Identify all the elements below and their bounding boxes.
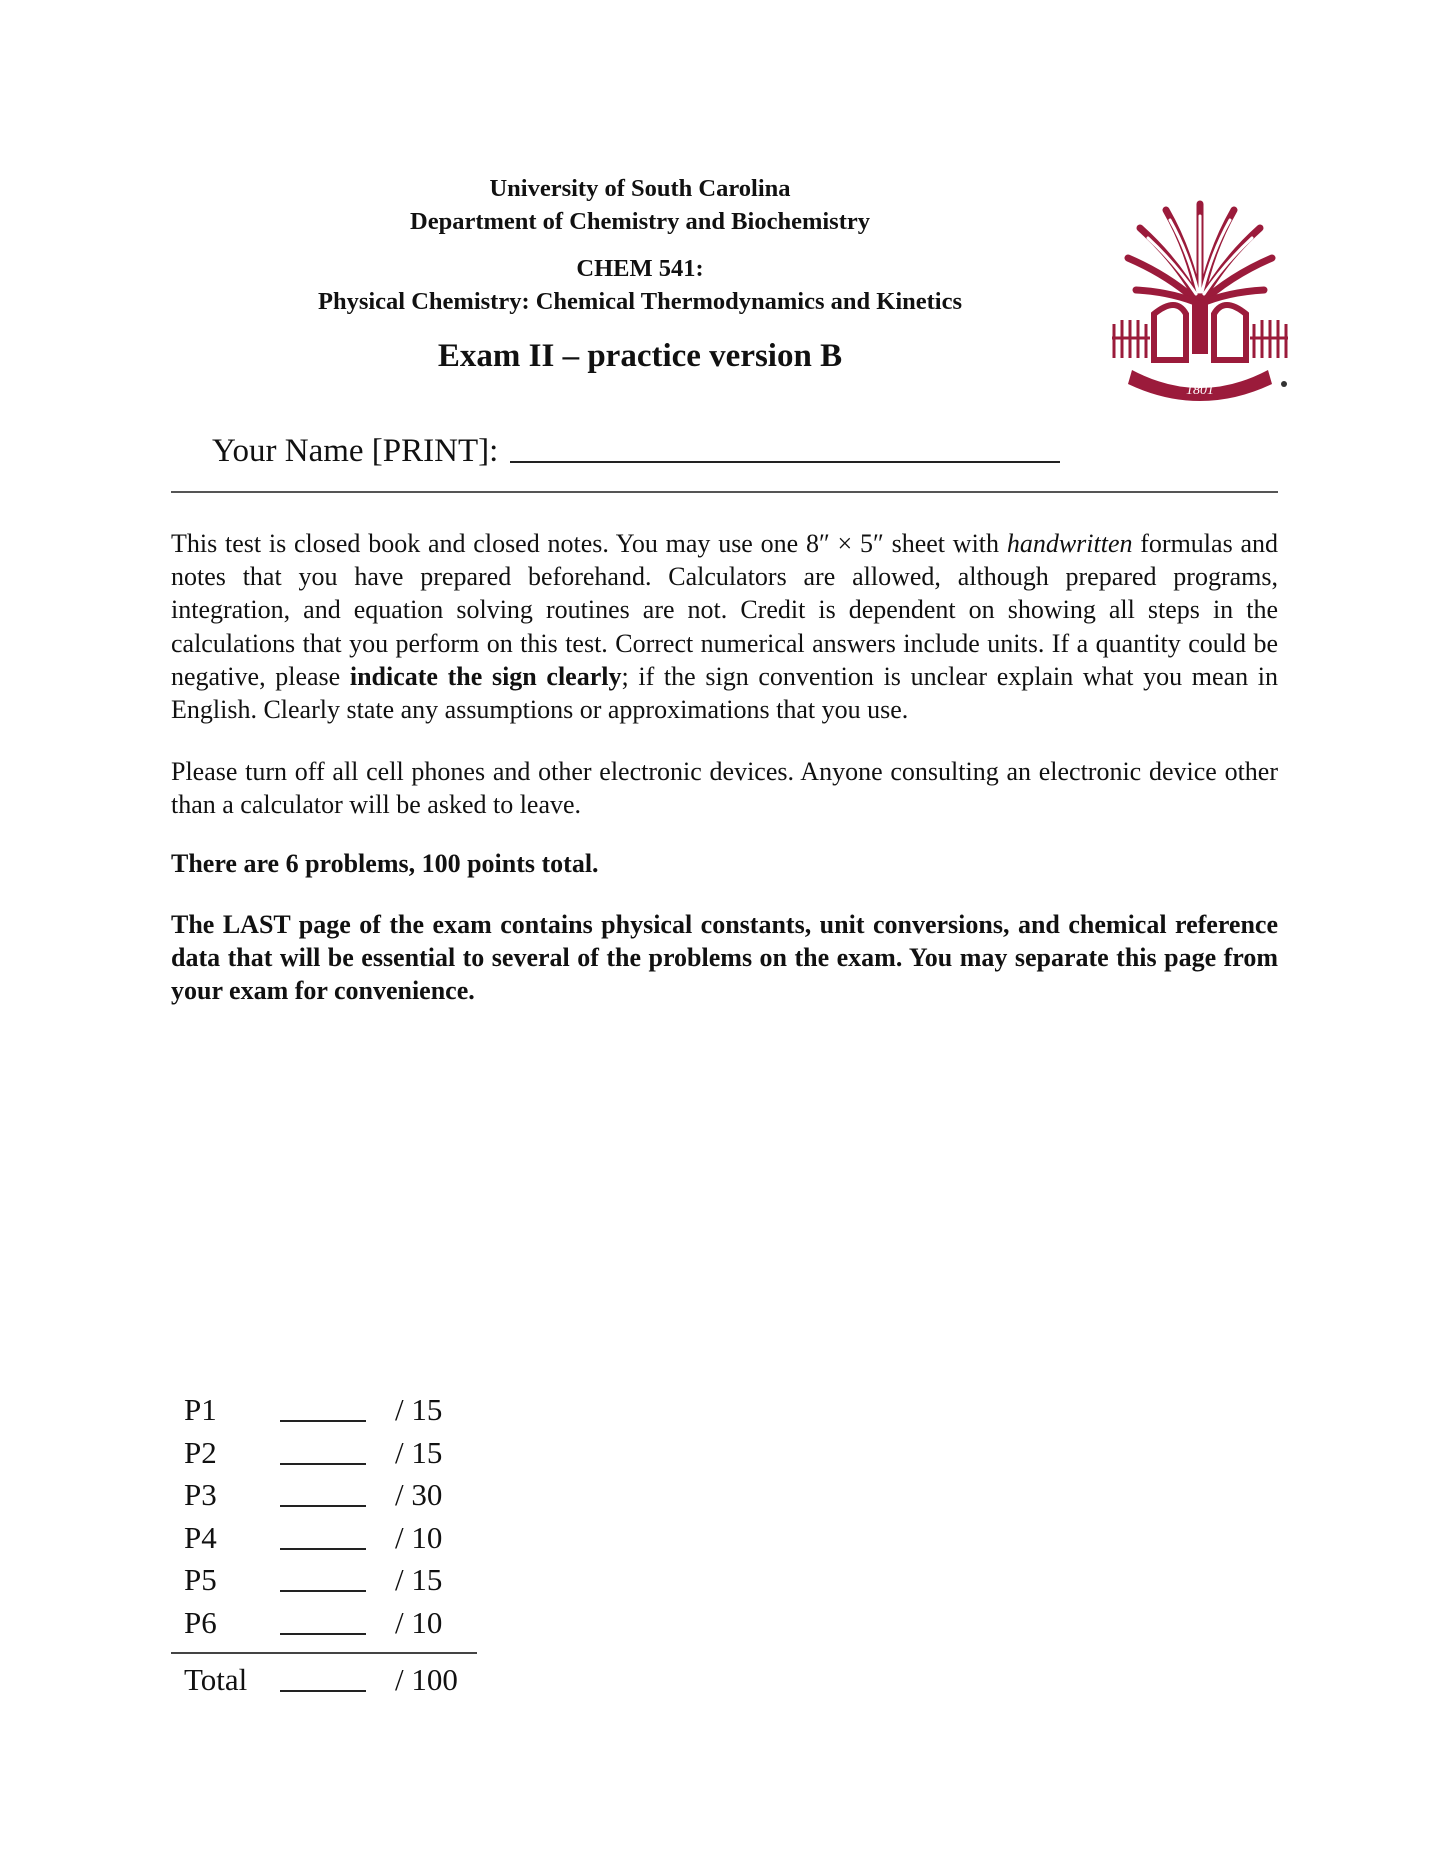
- university-palmetto-seal-icon: [1110, 192, 1290, 402]
- header-divider: [171, 491, 1278, 493]
- problem-label: P2: [184, 1434, 217, 1470]
- university-name: University of South Carolina: [489, 175, 791, 202]
- total-divider: [171, 1652, 477, 1654]
- score-row: [184, 1433, 484, 1476]
- total-score-blank[interactable]: [280, 1690, 366, 1692]
- score-row: [184, 1390, 484, 1433]
- score-blank[interactable]: [280, 1590, 366, 1592]
- max-points: / 15: [395, 1434, 443, 1470]
- exam-rules-paragraph: This test is closed book and closed notes. You may use one 8″ × 5″ sheet with handwritten formulas and notes that you have prepared beforehand. Calculators are allowed, although prepared programs, integration, and equation solving routines are not. Credit is dependent on showing all steps in the calculations that you perform on this test. Correct numerical answers include units. If a quantity could be negative, please indicate the sign clearly; if the sign convention is unclear explain what you mean in English. Clearly state any assumptions or approximations that you use.: [171, 529, 1279, 725]
- score-blank[interactable]: [280, 1548, 366, 1550]
- max-points: / 15: [395, 1392, 443, 1427]
- problem-label: P6: [184, 1604, 217, 1640]
- max-points: / 10: [395, 1604, 443, 1640]
- devices-paragraph: Please turn off all cell phones and other electronic devices. Anyone consulting an electronic device other than a calculator will be asked to leave.: [171, 757, 1278, 820]
- score-blank[interactable]: [280, 1633, 366, 1635]
- total-max-points: / 100: [395, 1662, 458, 1697]
- course-code: CHEM 541:: [576, 255, 704, 282]
- problems-summary: There are 6 problems, 100 points total.: [171, 849, 599, 878]
- total-label: Total: [184, 1662, 248, 1697]
- problem-label: P3: [184, 1477, 217, 1512]
- score-table: [184, 1390, 484, 1645]
- score-row: [184, 1518, 484, 1561]
- score-row: [184, 1603, 484, 1646]
- score-row: [184, 1560, 484, 1603]
- exam-header: [220, 172, 1060, 376]
- total-row: [184, 1660, 484, 1704]
- problem-label: P4: [184, 1519, 217, 1555]
- name-input-line[interactable]: [510, 461, 1060, 463]
- score-blank[interactable]: [280, 1505, 366, 1507]
- exam-title: Exam II – practice version B: [437, 338, 843, 374]
- max-points: / 30: [395, 1477, 443, 1512]
- score-blank[interactable]: [280, 1463, 366, 1465]
- name-field: [212, 425, 1060, 471]
- department-name: Department of Chemistry and Biochemistry: [410, 208, 870, 235]
- svg-text:1801: 1801: [1186, 383, 1214, 398]
- problem-label: P1: [184, 1392, 217, 1427]
- score-blank[interactable]: [280, 1420, 366, 1422]
- max-points: / 10: [395, 1519, 443, 1555]
- problem-label: P5: [184, 1562, 217, 1597]
- max-points: / 15: [395, 1562, 443, 1597]
- course-title: Physical Chemistry: Chemical Thermodynamics and Kinetics: [317, 288, 962, 315]
- score-row: [184, 1475, 484, 1518]
- last-page-note: The LAST page of the exam contains physical constants, unit conversions, and chemical reference data that will be essential to several of the problems on the exam. You may separate this page from your exam for convenience.: [171, 910, 1278, 1006]
- name-label: Your Name [PRINT]:: [212, 433, 499, 469]
